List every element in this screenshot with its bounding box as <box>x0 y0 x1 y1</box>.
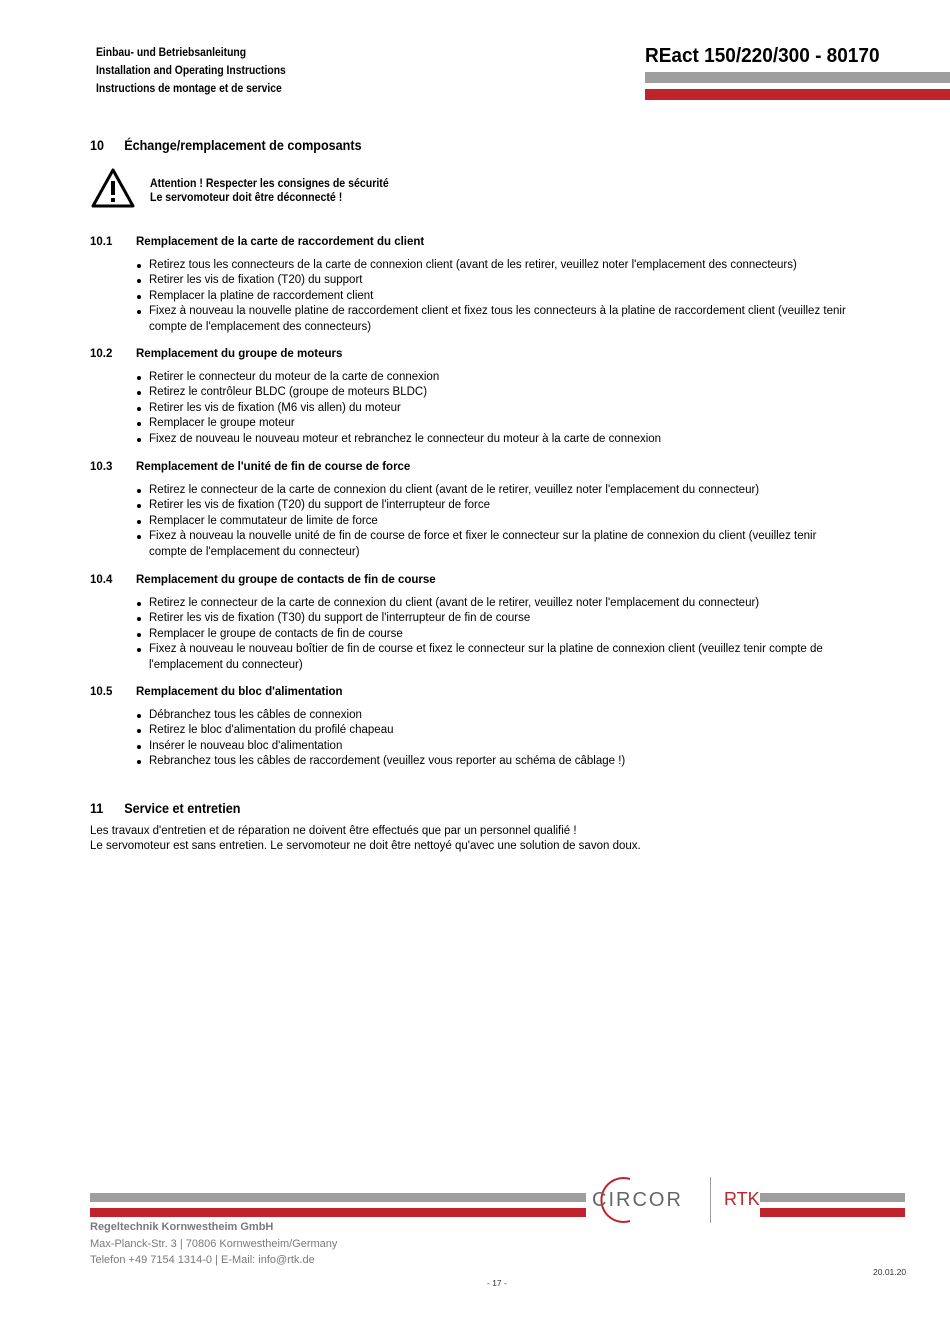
section-11-heading <box>90 800 240 816</box>
subsection-heading <box>90 348 850 370</box>
rtk-logo-text: RTK <box>724 1189 760 1209</box>
bullet-list <box>90 708 850 770</box>
section-11-title: Service et entretien <box>124 800 241 816</box>
footer-date: 20.01.20 <box>873 1267 907 1277</box>
bullet-list <box>90 596 850 673</box>
subsection-10-4 <box>90 574 850 673</box>
subsection-number: 10.3 <box>90 461 113 473</box>
footer-gray-bar-right <box>760 1193 905 1202</box>
list-item: Remplacer le groupe de contacts de fin de course <box>90 627 850 642</box>
logo-divider <box>710 1177 711 1223</box>
list-item: Fixez à nouveau la nouvelle unité de fin de course de force et fixer le connecteur sur la platine de connexion du client (veuillez tenir compte de l'emplacement du connecteur) <box>90 529 850 560</box>
subsection-10-5 <box>90 686 850 770</box>
list-item: Fixez à nouveau la nouvelle platine de raccordement client et fixez tous les connecteurs à la platine de raccordement client (veuillez tenir compte de l'emplacement des connecteurs) <box>90 304 850 335</box>
warning-message <box>150 177 409 205</box>
section-10-title: Échange/remplacement de composants <box>124 137 362 153</box>
footer-contact: Telefon +49 7154 1314-0 | E-Mail: info@rtk.de <box>90 1254 315 1266</box>
subsection-10-1 <box>90 236 850 335</box>
list-item: Fixez à nouveau le nouveau boîtier de fin de course et fixez le connecteur sur la platine de connexion client (veuillez tenir compte de l'emplacement du connecteur) <box>90 642 850 673</box>
list-item: Retirer les vis de fixation (T20) du support <box>90 273 850 288</box>
footer-red-bar-right <box>760 1208 905 1217</box>
paragraph-line: Le servomoteur est sans entretien. Le servomoteur ne doit être nettoyé qu'avec une solution de savon doux. <box>90 840 641 853</box>
document-title: REact 150/220/300 - 80170 <box>645 45 880 67</box>
subsection-heading <box>90 686 850 708</box>
warning-line-2: Le servomoteur doit être déconnecté ! <box>150 192 343 204</box>
section-11-number: 11 <box>90 800 104 816</box>
list-item: Remplacer le groupe moteur <box>90 416 850 431</box>
warning-icon <box>91 168 135 208</box>
subsection-title: Remplacement du groupe de moteurs <box>136 348 343 360</box>
list-item: Retirez le connecteur de la carte de connexion du client (avant de le retirer, veuillez noter l'emplacement du connecteur) <box>90 596 850 611</box>
list-item: Retirer le connecteur du moteur de la carte de connexion <box>90 370 850 385</box>
footer-gray-bar <box>90 1193 586 1202</box>
paragraph-line: Les travaux d'entretien et de réparation ne doivent être effectués que par un personnel qualifié ! <box>90 825 577 837</box>
subsection-title: Remplacement du groupe de contacts de fin de course <box>136 574 436 586</box>
header-line-fr: Instructions de montage et de service <box>96 83 282 95</box>
bullet-list <box>90 370 850 447</box>
list-item: Retirer les vis de fixation (M6 vis allen) du moteur <box>90 401 850 416</box>
list-item: Retirer les vis de fixation (T20) du support de l'interrupteur de force <box>90 498 850 513</box>
footer-address <box>90 1219 337 1269</box>
list-item: Retirez le contrôleur BLDC (groupe de moteurs BLDC) <box>90 385 850 400</box>
list-item: Retirez le bloc d'alimentation du profilé chapeau <box>90 723 850 738</box>
subsection-number: 10.1 <box>90 236 113 248</box>
footer-street: Max-Planck-Str. 3 | 70806 Kornwestheim/Germany <box>90 1237 338 1250</box>
warning-line-1: Attention ! Respecter les consignes de sécurité <box>150 178 389 190</box>
header-gray-bar <box>645 72 950 83</box>
list-item: Remplacer le commutateur de limite de force <box>90 514 850 529</box>
bullet-list <box>90 258 850 335</box>
header-subtitles <box>96 44 307 98</box>
header-red-bar <box>645 89 950 100</box>
list-item: Débranchez tous les câbles de connexion <box>90 708 850 723</box>
subsection-title: Remplacement du bloc d'alimentation <box>136 686 343 698</box>
list-item: Remplacer la platine de raccordement client <box>90 289 850 304</box>
header-line-de: Einbau- und Betriebsanleitung <box>96 47 247 59</box>
circor-logo-text: CIRCOR <box>592 1189 683 1211</box>
subsection-number: 10.4 <box>90 574 113 586</box>
list-item: Fixez de nouveau le nouveau moteur et rebranchez le connecteur du moteur à la carte de connexion <box>90 432 850 447</box>
list-item: Retirer les vis de fixation (T30) du support de l'interrupteur de fin de course <box>90 611 850 626</box>
subsection-title: Remplacement de l'unité de fin de course de force <box>136 461 411 473</box>
subsection-number: 10.5 <box>90 686 113 698</box>
section-11-body <box>90 824 641 854</box>
list-item: Rebranchez tous les câbles de raccordement (veuillez vous reporter au schéma de câblage !) <box>90 754 850 769</box>
subsection-10-2 <box>90 348 850 447</box>
subsection-10-3 <box>90 461 850 560</box>
list-item: Retirez tous les connecteurs de la carte de connexion client (avant de les retirer, veuillez noter l'emplacement des connecteurs) <box>90 258 850 273</box>
bullet-list <box>90 483 850 560</box>
header-line-en: Installation and Operating Instructions <box>96 65 286 77</box>
subsection-title: Remplacement de la carte de raccordement du client <box>136 236 425 248</box>
subsection-heading <box>90 461 850 483</box>
list-item: Retirez le connecteur de la carte de connexion du client (avant de le retirer, veuillez noter l'emplacement du connecteur) <box>90 483 850 498</box>
footer-red-bar <box>90 1208 586 1217</box>
subsection-heading <box>90 236 850 258</box>
section-10-heading <box>90 137 362 153</box>
circor-logo <box>586 1175 760 1225</box>
subsection-heading <box>90 574 850 596</box>
subsection-number: 10.2 <box>90 348 113 360</box>
page-number: - 17 - <box>487 1278 507 1288</box>
list-item: Insérer le nouveau bloc d'alimentation <box>90 739 850 754</box>
section-10-number: 10 <box>90 137 105 153</box>
footer-company: Regeltechnik Kornwestheim GmbH <box>90 1221 274 1233</box>
